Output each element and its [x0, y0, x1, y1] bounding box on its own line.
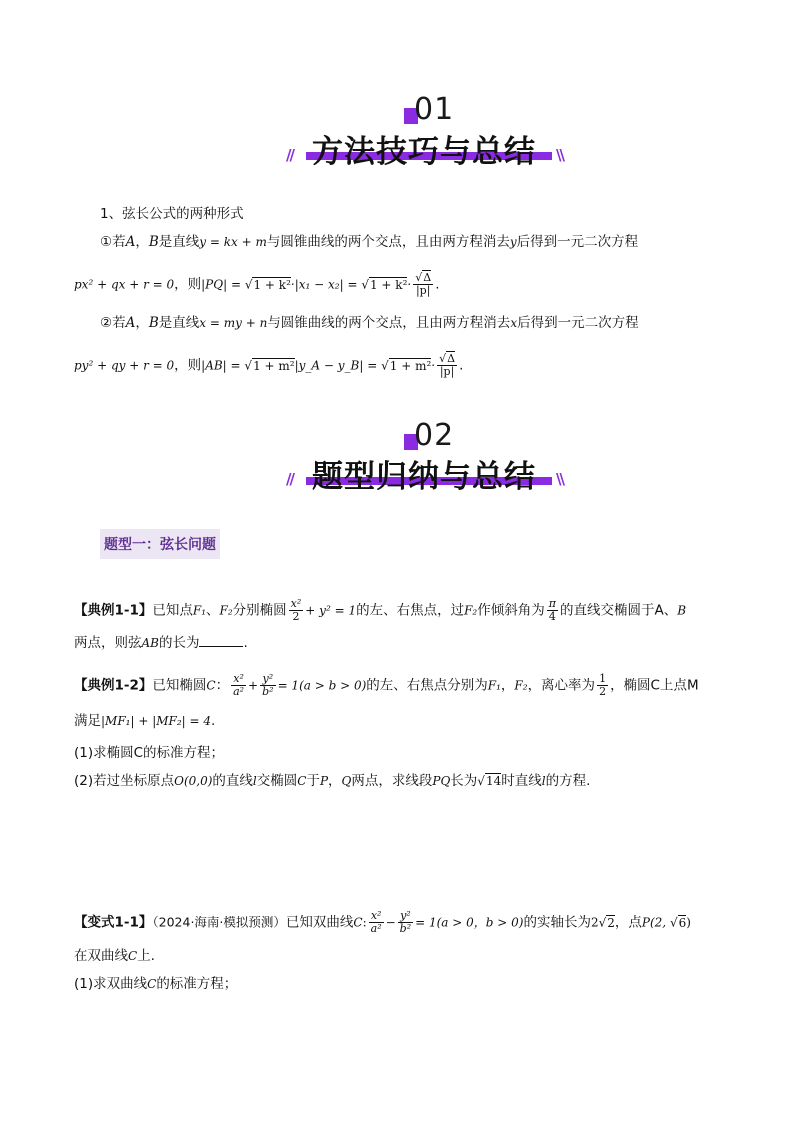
fraction: $\frac{\text{x²}}{\text{a²}}$	[370, 909, 382, 935]
line-equation: y = kx + m	[199, 235, 267, 249]
text: 两点，则弦	[74, 635, 142, 651]
ellipse-condition: = 1(a > b > 0)	[277, 678, 367, 693]
fraction: $\frac{\text{y²}}{\text{b²}}$	[262, 672, 274, 698]
fraction: $\frac{√\Delta}{|p|}$	[439, 352, 456, 378]
method-heading: 1、弦长公式的两种形式	[100, 206, 244, 222]
origin-point: O(0,0)	[174, 774, 213, 788]
point-p: P(2,	[641, 915, 670, 930]
text: 的方程.	[545, 773, 591, 789]
curve-c: C	[147, 977, 157, 991]
comma: ，	[135, 234, 149, 250]
text: ，离心率为	[527, 677, 596, 694]
right-slash-decor: \\	[556, 146, 563, 164]
variant-tag: 【变式1-1】	[74, 914, 153, 931]
section-number: 02	[414, 418, 455, 453]
formula-lhs: |AB| =	[201, 358, 245, 373]
text: 后得到一元二次方程	[516, 234, 639, 250]
text: .	[435, 276, 440, 293]
focus-f1: F₁	[487, 678, 501, 693]
focus-f2: F₂	[514, 678, 528, 693]
text: 已知双曲线	[285, 914, 354, 931]
fraction: $\frac{√\Delta}{|p|}$	[415, 271, 432, 297]
section-number: 01	[414, 92, 455, 127]
text: :	[362, 915, 367, 930]
text: 的直线交椭圆于A、	[559, 602, 678, 619]
text: 的左、右焦点，过	[356, 602, 465, 619]
coefficient: 2	[590, 915, 599, 930]
text: 后得到一元二次方程	[517, 315, 639, 331]
text: 上.	[137, 948, 155, 964]
point-b: B	[148, 315, 159, 331]
text: 时直线	[501, 773, 542, 789]
text: .	[243, 635, 248, 651]
text: .	[211, 713, 216, 729]
fraction: $\frac{\text{y²}}{\text{b²}}$	[399, 909, 412, 935]
point-b: B	[677, 603, 687, 618]
text: 在双曲线	[74, 948, 128, 964]
text: 满足	[74, 713, 101, 729]
point-a: A	[125, 315, 136, 331]
text: 作倾斜角为	[477, 602, 545, 619]
method-item-1-line-2: px² + qx + r = 0，则|PQ| = √1 + k²·|x₁ − x₂| = √1 + k²· $\frac{√\Delta}{|p|}$ .	[74, 271, 440, 297]
item-lead: ②若	[100, 315, 126, 331]
ellipse-equation: + y² = 1	[305, 603, 357, 618]
line-l: l	[252, 774, 257, 788]
method-item-1-line-1	[100, 233, 638, 251]
text: 长为	[450, 773, 478, 789]
example-tag: 【典例1-1】	[74, 602, 153, 619]
text: 与圆锥曲线的两个交点，且由两方程消去	[267, 315, 511, 331]
variant-1-1-line-2	[74, 947, 155, 965]
right-slash-decor: \\	[556, 470, 563, 488]
text: 的标准方程；	[156, 976, 238, 992]
text: ，则	[174, 276, 202, 293]
angle-fraction: $\frac{\pi}{4}$	[548, 597, 556, 623]
operator: +	[248, 678, 259, 693]
variable: y	[509, 235, 517, 249]
curve-c: C	[128, 949, 138, 963]
answer-blank	[199, 634, 243, 647]
example-1-2-line-2	[74, 712, 215, 730]
sqrt-value: 14	[485, 774, 502, 788]
text: 两点，求线段	[351, 773, 433, 789]
example-1-1-line-1	[74, 598, 686, 623]
condition-equation: |MF₁| + |MF₂| = 4	[101, 714, 212, 728]
point-q: Q	[341, 774, 352, 788]
text: 与圆锥曲线的两个交点，且由两方程消去	[266, 234, 510, 250]
section-title: 题型归纳与总结	[312, 459, 536, 495]
sqrt-term: 1 + k²	[369, 277, 408, 292]
formula-lhs: |PQ| =	[201, 277, 245, 292]
fraction: $\frac{\text{x²}}{\text{a²}}$	[233, 672, 245, 698]
text: (1)求双曲线	[74, 976, 148, 992]
line-l: l	[541, 774, 546, 788]
text: 已知点	[152, 602, 193, 619]
comma: ，	[135, 315, 149, 331]
text: ，点	[614, 914, 642, 931]
text: ，	[500, 677, 515, 694]
text: ，则	[174, 357, 202, 374]
quadratic-equation: py² + qy + r = 0	[74, 358, 175, 373]
variable: x	[510, 316, 518, 330]
variant-1-1-line-1: 【变式1-1】（2024·海南·模拟预测）已知双曲线C: $\frac{\text{x²}}{\text{a²}}$ − $\frac{\text{y²}}{\text{b²}}$ = 1(a > 0，b > 0)的实轴长为2√2，点P(2, √6)	[74, 909, 691, 935]
example-1-2-question-2: (2)若过坐标原点O(0,0)的直线l交椭圆C于P，Q两点，求线段PQ长为√14时直线l的方程.	[74, 773, 591, 789]
curve-c: C	[206, 678, 216, 693]
hyperbola-condition: = 1(a > 0，b > 0)	[415, 915, 524, 930]
fraction: $\frac{\text{x²}}{2}$	[290, 597, 302, 623]
text: 是直线	[158, 315, 200, 331]
segment-pq: PQ	[432, 774, 451, 788]
curve-c: C	[297, 774, 307, 788]
focus-f1: F₁	[192, 603, 207, 618]
text: (2)若过坐标原点	[74, 773, 175, 789]
section-title: 方法技巧与总结	[312, 134, 536, 170]
point-p: P	[319, 774, 329, 788]
text: 是直线	[158, 234, 200, 250]
line-equation: x = my + n	[199, 316, 268, 330]
eccentricity-fraction: $\frac{1}{2}$	[599, 672, 607, 698]
text: 已知椭圆	[152, 677, 207, 694]
left-slash-decor: //	[286, 470, 293, 488]
chord-ab: AB	[141, 636, 159, 650]
point-b: B	[148, 234, 159, 250]
text: ，椭圆C上点M	[610, 677, 699, 694]
variant-1-1-question-1	[74, 975, 237, 993]
left-slash-decor: //	[286, 146, 293, 164]
text: .	[459, 357, 464, 374]
curve-c: C	[353, 915, 363, 930]
text: 的实轴长为	[523, 914, 591, 931]
sqrt-term: 1 + m²	[253, 358, 295, 373]
sqrt-value: 6	[678, 915, 687, 930]
sqrt-value: 2	[607, 915, 615, 930]
text: 分别椭圆	[232, 602, 287, 619]
sqrt-term: 1 + m²	[389, 358, 432, 373]
formula-mid: ·|x₁ − x₂| =	[290, 277, 362, 292]
point-a: A	[125, 234, 136, 250]
text: 的左、右焦点分别为	[366, 677, 488, 694]
example-tag: 【典例1-2】	[74, 677, 153, 694]
method-item-2-line-1	[100, 314, 639, 332]
focus-f2: F₂	[219, 603, 233, 618]
formula-mid: |y_A − y_B| =	[294, 358, 382, 373]
example-1-2-question-1: (1)求椭圆C的标准方程；	[74, 745, 225, 761]
operator: −	[385, 915, 396, 930]
text: 的直线	[212, 773, 253, 789]
source-note: （2024·海南·模拟预测）	[152, 914, 286, 930]
sqrt-term: 1 + k²	[253, 277, 291, 292]
example-1-2-line-1	[74, 673, 699, 698]
focus-f2: F₂	[464, 603, 478, 618]
text: ：	[215, 677, 230, 694]
topic-badge: 题型一：弦长问题	[100, 529, 220, 559]
text: 交椭圆	[256, 773, 298, 789]
text: 于	[306, 773, 320, 789]
text: 的长为	[158, 635, 200, 651]
text: )	[686, 915, 691, 930]
example-1-1-line-2	[74, 634, 248, 652]
item-lead: ①若	[100, 234, 126, 250]
quadratic-equation: px² + qx + r = 0	[74, 277, 175, 292]
text: 、	[206, 602, 220, 619]
text: ，	[328, 773, 342, 789]
method-item-2-line-2: py² + qy + r = 0，则|AB| = √1 + m²|y_A − y_B| = √1 + m²· $\frac{√\Delta}{|p|}$ .	[74, 352, 464, 378]
